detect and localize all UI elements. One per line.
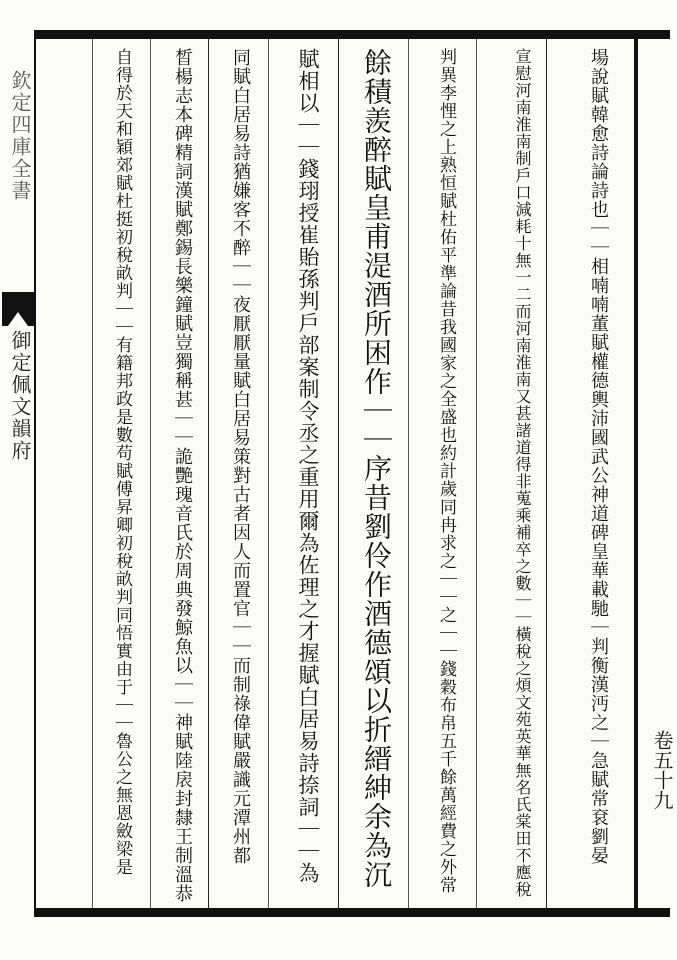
column-divider — [408, 39, 409, 908]
text-column-8: 自得於天和穎郊賦杜挺初稅畝判｜｜有籍邦政是數苟賦傅昇卿初稅畝判同悟實由于｜｜魯公之無恩斂梁是 — [112, 48, 132, 876]
column-divider — [208, 39, 209, 908]
column-divider — [268, 39, 269, 908]
column-divider — [92, 39, 93, 908]
text-column-6: 同賦白居易詩猶嫌客不醉｜｜夜厭厭量賦白居易策對古者因人而置官｜｜而制祿偉賦嚴識元潭州都 — [230, 48, 251, 865]
right-border — [634, 30, 638, 917]
text-column-5: 賦相以｜｜錢珝授崔貽孫判戶部案制令丞之重用爾為佐理之才握賦白居易詩捺詞｜｜為 — [296, 48, 320, 884]
text-column-3: 判異李悝之上熟恒賦杜佑平準論昔我國家之全盛也約計歲同冉求之｜｜之｜｜錢穀布帛五千餘萬經費之外常 — [436, 48, 456, 894]
gutter-book-name: 御定佩文韻府 — [8, 330, 32, 462]
bottom-border — [34, 908, 670, 917]
text-column-2: 宣慰河南淮南制戶口減耗十無一二而河南淮南又甚諸道得非蒐乘補卒之數｜｜橫稅之煩文苑英華無名氏棠田不應稅 — [513, 48, 532, 898]
text-column-4: 餘積羨醉賦皇甫湜酒所困作｜｜序昔劉伶作酒德頌以折縉紳余為沉 — [360, 48, 393, 889]
text-column-1: 場說賦韓愈詩論詩也｜｜相喃喃董賦權德輿沛國武公神道碑皇華載馳｜判衡漢沔之｜急賦常袞劉晏 — [588, 48, 609, 865]
column-divider — [150, 39, 151, 908]
column-divider — [338, 39, 339, 908]
page-number: 卷五十九 — [650, 730, 674, 810]
column-divider — [476, 39, 477, 908]
text-column-7: 晳楊志本碑精詞漢賦鄭錫長樂鐘賦豈獨稱甚｜｜詭艷瑰音氏於周典發鯨魚以｜｜神賦陸扆封隸王制溫恭 — [172, 48, 193, 903]
top-border — [34, 30, 670, 39]
fish-tail-mark-icon — [2, 292, 34, 326]
page-gutter — [0, 30, 34, 917]
gutter-title: 欽定四庫全書 — [8, 70, 32, 202]
